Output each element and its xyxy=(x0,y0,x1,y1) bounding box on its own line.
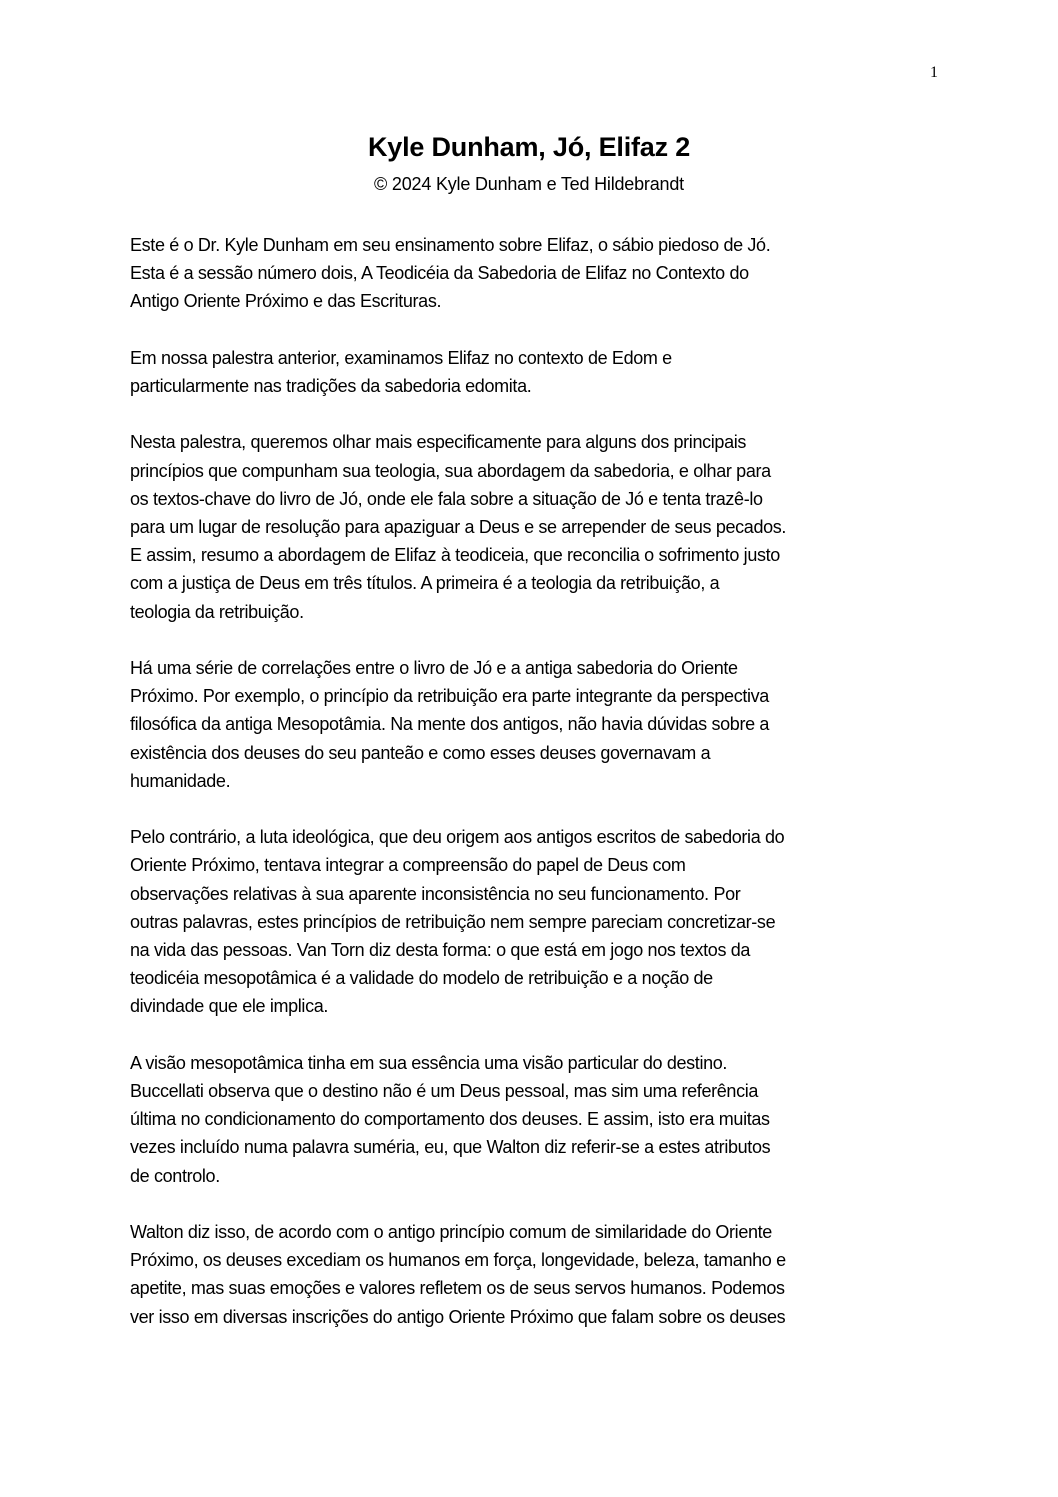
paragraph-line: princípios que compunham sua teologia, sua abordagem da sabedoria, e olhar para xyxy=(130,460,771,481)
paragraph-line: Há uma série de correlações entre o livro de Jó e a antiga sabedoria do Oriente xyxy=(130,658,738,678)
paragraph-line: divindade que ele implica. xyxy=(130,996,329,1017)
paragraph-line: filosófica da antiga Mesopotâmia. Na mente dos antigos, não havia dúvidas sobre a xyxy=(130,714,770,735)
paragraph-line: Oriente Próximo, tentava integrar a compreensão do papel de Deus com xyxy=(130,855,686,876)
paragraph-line: Nesta palestra, queremos olhar mais especificamente para alguns dos principais xyxy=(130,432,747,453)
paragraph-line: outras palavras, estes princípios de retribuição nem sempre pareciam concretizar-se xyxy=(130,911,776,932)
paragraph-line: Próximo. Por exemplo, o princípio da retribuição era parte integrante da perspectiva xyxy=(130,686,769,707)
paragraph-line: ver isso em diversas inscrições do antigo Oriente Próximo que falam sobre os deuses xyxy=(130,1306,786,1327)
paragraph-line: Este é o Dr. Kyle Dunham em seu ensinamento sobre Elifaz, o sábio piedoso de Jó. xyxy=(130,235,771,255)
paragraph-line: Buccellati observa que o destino não é um Deus pessoal, mas sim uma referência xyxy=(130,1081,759,1102)
paragraph xyxy=(130,1049,930,1190)
paragraph xyxy=(130,231,930,316)
page-number: 1 xyxy=(930,64,938,81)
document-body xyxy=(130,231,930,1359)
paragraph-line: A visão mesopotâmica tinha em sua essência uma visão particular do destino. xyxy=(130,1052,728,1073)
paragraph-line: na vida das pessoas. Van Torn diz desta forma: o que está em jogo nos textos da xyxy=(130,940,751,961)
paragraph-line: observações relativas à sua aparente inconsistência no seu funcionamento. Por xyxy=(130,883,741,904)
paragraph-line: para um lugar de resolução para apaziguar a Deus e se arrepender de seus pecados. xyxy=(130,517,787,537)
paragraph-line: Pelo contrário, a luta ideológica, que deu origem aos antigos escritos de sabedoria do xyxy=(130,827,785,848)
paragraph-line: vezes incluído numa palavra suméria, eu, que Walton diz referir-se a estes atributos xyxy=(130,1137,771,1158)
paragraph-line: existência dos deuses do seu panteão e como esses deuses governavam a xyxy=(130,742,711,763)
paragraph-line: Próximo, os deuses excediam os humanos em força, longevidade, beleza, tamanho e xyxy=(130,1250,786,1271)
paragraph-line: de controlo. xyxy=(130,1165,220,1186)
paragraph-line: E assim, resumo a abordagem de Elifaz à teodiceia, que reconcilia o sofrimento justo xyxy=(130,545,780,566)
paragraph-line: humanidade. xyxy=(130,770,231,791)
paragraph xyxy=(130,823,930,1020)
paragraph xyxy=(130,428,930,625)
paragraph-line: com a justiça de Deus em três títulos. A primeira é a teologia da retribuição, a xyxy=(130,573,720,594)
paragraph-line: apetite, mas suas emoções e valores refletem os de seus servos humanos. Podemos xyxy=(130,1278,785,1299)
paragraph-line: Walton diz isso, de acordo com o antigo princípio comum de similaridade do Oriente xyxy=(130,1222,772,1243)
paragraph-line: última no condicionamento do comportamento dos deuses. E assim, isto era muitas xyxy=(130,1109,770,1130)
paragraph-line: particularmente nas tradições da sabedoria edomita. xyxy=(130,376,532,396)
paragraph-line: teodicéia mesopotâmica é a validade do modelo de retribuição e a noção de xyxy=(130,968,713,989)
paragraph xyxy=(130,654,930,795)
paragraph xyxy=(130,1218,930,1331)
paragraph-line: teologia da retribuição. xyxy=(130,601,304,622)
paragraph-line: os textos-chave do livro de Jó, onde ele fala sobre a situação de Jó e tenta trazê-lo xyxy=(130,488,763,509)
paragraph-line: Antigo Oriente Próximo e das Escrituras. xyxy=(130,291,442,312)
paragraph-line: Esta é a sessão número dois, A Teodicéia da Sabedoria de Elifaz no Contexto do xyxy=(130,263,749,284)
paragraph xyxy=(130,344,930,400)
document-title: Kyle Dunham, Jó, Elifaz 2 xyxy=(367,132,691,162)
copyright-line: © 2024 Kyle Dunham e Ted Hildebrandt xyxy=(374,174,684,194)
paragraph-line: Em nossa palestra anterior, examinamos Elifaz no contexto de Edom e xyxy=(130,347,672,368)
